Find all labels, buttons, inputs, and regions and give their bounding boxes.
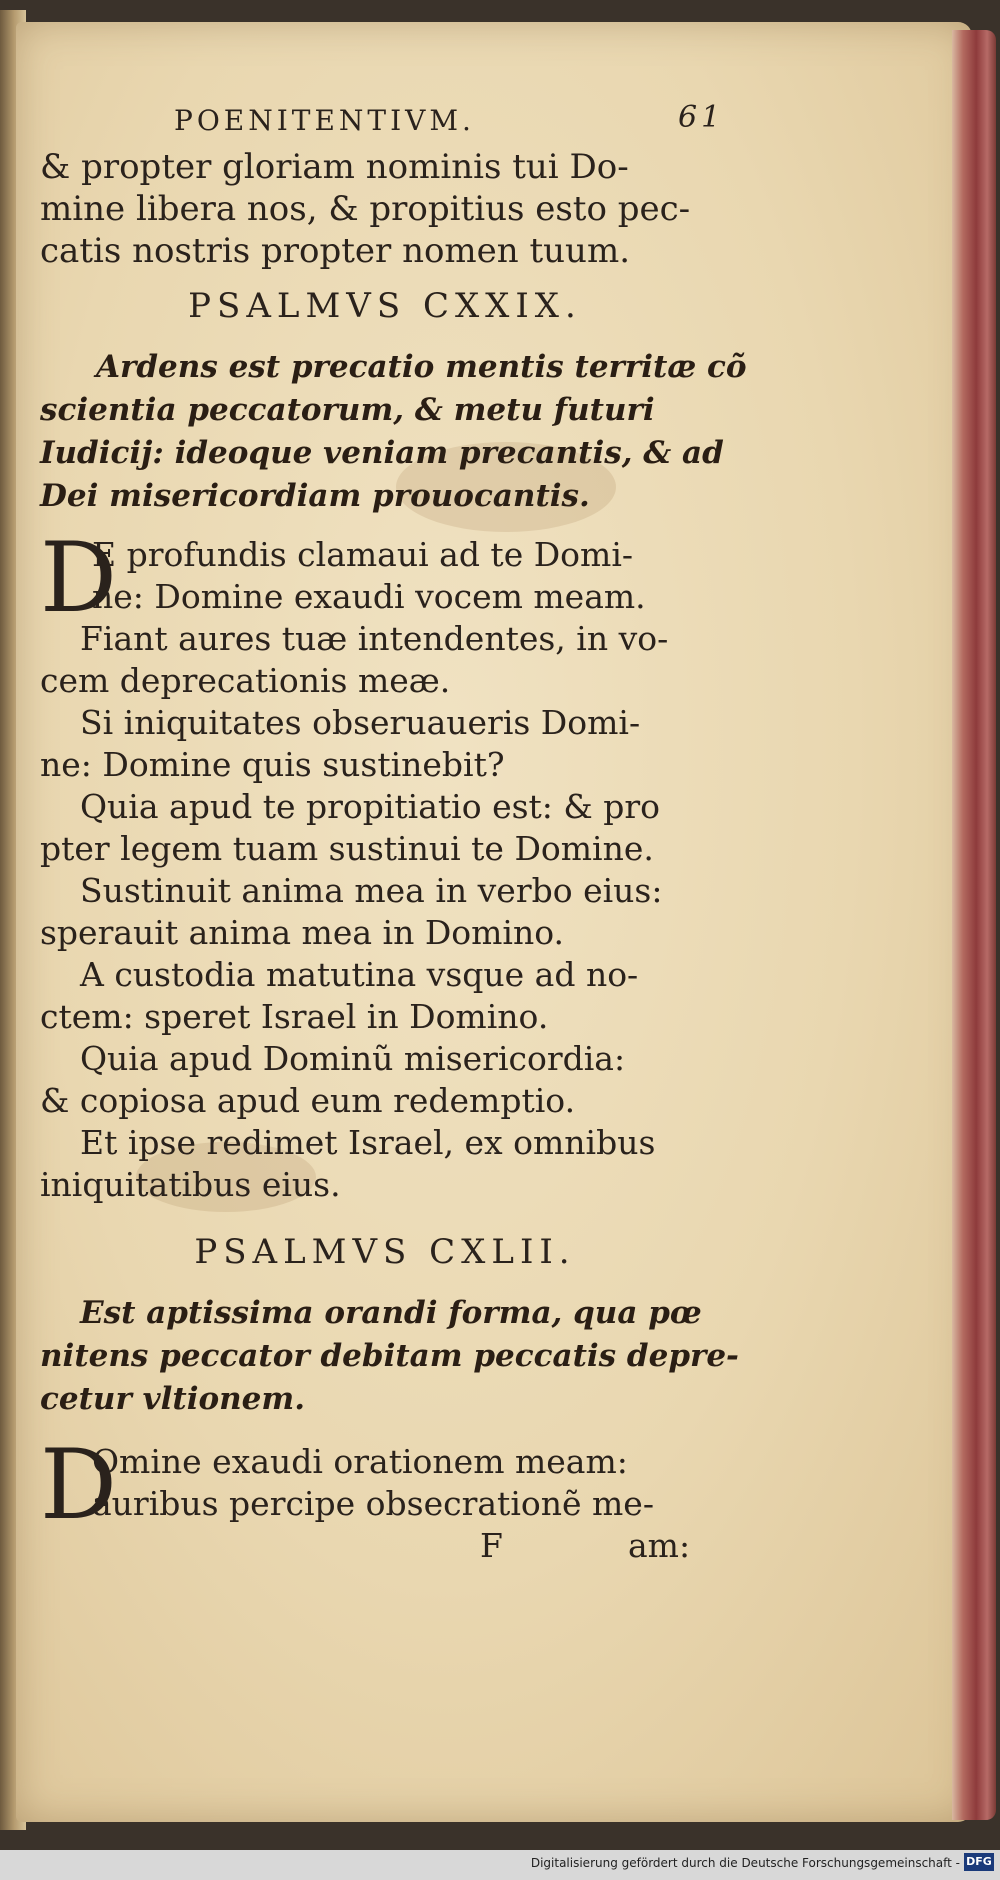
- opening-lines: [40, 146, 730, 272]
- drop-cap-initial: D: [40, 522, 117, 634]
- verse-line: ne: Domine quis sustinebit?: [40, 745, 505, 784]
- drop-cap-initial: D: [40, 1429, 117, 1541]
- argument-line: Iudicij: ideoque veniam precantis, & ad: [40, 435, 724, 471]
- running-head-title: POENITENTIVM.: [174, 104, 475, 137]
- verse-line: Quia apud te propitiatio est: & pro: [80, 787, 661, 826]
- argument-line: cetur vltionem.: [40, 1381, 305, 1417]
- verse-line: iniquitatibus eius.: [40, 1165, 341, 1204]
- verse-line: Quia apud Dominũ misericordia:: [80, 1039, 626, 1078]
- argument-line: Dei misericordiam prouocantis.: [40, 478, 590, 514]
- psalm-142-heading: PSALMVS CXLII.: [194, 1232, 576, 1272]
- text-line: mine libera nos, & propitius esto pec-: [40, 189, 691, 229]
- page-number: 61: [678, 100, 725, 135]
- verse-line: Fiant aures tuæ intendentes, in vo-: [80, 619, 669, 658]
- verse-line: & copiosa apud eum redemptio.: [40, 1081, 576, 1120]
- argument-line: Est aptissima orandi forma, qua pœ: [80, 1295, 702, 1331]
- argument-line: nitens peccator debitam peccatis depre-: [40, 1338, 739, 1374]
- text-line: & propter gloriam nominis tui Do-: [40, 147, 629, 187]
- psalm-129-heading: PSALMVS CXXIX.: [188, 286, 582, 326]
- page-text: [40, 100, 747, 1567]
- argument-line: Ardens est precatio mentis territæ cõ: [96, 349, 747, 385]
- verse-line: Sustinuit anima mea in verbo eius:: [80, 871, 663, 910]
- text-line: catis nostris propter nomen tuum.: [40, 231, 631, 271]
- verse-line: pter legem tuam sustinui te Domine.: [40, 829, 654, 868]
- psalm-129-text: [40, 522, 730, 1206]
- verse-line: Omine exaudi orationem meam:: [92, 1442, 628, 1481]
- dfg-logo-badge: DFG: [964, 1853, 994, 1871]
- verse-line: E profundis clamaui ad te Domi-: [92, 535, 634, 574]
- verse-line: ne: Domine exaudi vocem meam.: [92, 577, 646, 616]
- catchword: am:: [628, 1526, 691, 1565]
- verse-line: Et ipse redimet Israel, ex omnibus: [80, 1123, 656, 1162]
- argument-line: scientia peccatorum, & metu futuri: [40, 392, 655, 428]
- verse-line: cem deprecationis meæ.: [40, 661, 451, 700]
- verse-line: sperauit anima mea in Domino.: [40, 913, 565, 952]
- psalm-142-text: [40, 1429, 730, 1541]
- page-footer-line: [40, 1525, 730, 1567]
- digitization-credit: Digitalisierung gefördert durch die Deutsche Forschungsgemeinschaft -: [530, 1856, 960, 1870]
- verse-line: ctem: speret Israel in Domino.: [40, 997, 549, 1036]
- signature-mark: F: [480, 1526, 503, 1565]
- running-head: [40, 100, 730, 146]
- verse-line: A custodia matutina vsque ad no-: [80, 955, 639, 994]
- verse-line: Si iniquitates obseruaueris Domi-: [80, 703, 641, 742]
- verse-line: auribus percipe obsecrationẽ me-: [92, 1484, 654, 1523]
- red-page-edges: [952, 30, 996, 1820]
- psalm-129-argument: [40, 346, 747, 518]
- psalm-142-argument: [40, 1292, 739, 1421]
